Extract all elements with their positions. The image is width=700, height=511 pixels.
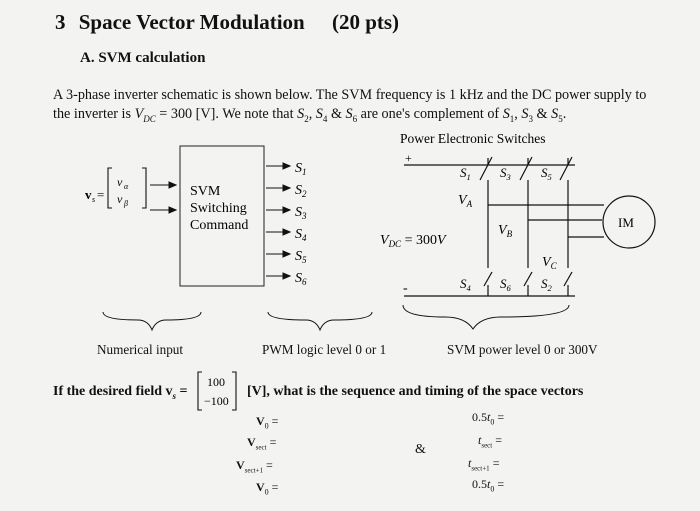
brace-power	[403, 305, 569, 329]
answer-v0: $V_0$ =	[256, 414, 279, 431]
node-vc: $V_C$	[542, 255, 557, 271]
caption-numerical: Numerical input	[97, 342, 184, 357]
vector-bottom: −100	[204, 394, 229, 408]
svg-text:=: =	[97, 187, 105, 202]
svm-block	[180, 146, 264, 286]
section-title: Space Vector Modulation	[78, 10, 305, 34]
svm-label-2: Switching	[190, 201, 247, 216]
ampersand: &	[415, 442, 426, 457]
subsection-title: A. SVM calculation	[80, 50, 206, 66]
question-suffix: [V], what is the sequence and timing of the space vectors	[247, 384, 584, 399]
signal-s3: $S_3$	[295, 205, 307, 221]
vs-label: v	[85, 187, 92, 202]
signal-s2: $S_2$	[295, 183, 307, 199]
svg-text:α: α	[124, 182, 129, 191]
answer-vsect: $V_{sect}$ =	[247, 435, 277, 452]
node-va: $V_A$	[458, 193, 473, 209]
power-title: Power Electronic Switches	[400, 131, 546, 146]
paragraph-line-1: A 3-phase inverter schematic is shown below. The SVM frequency is 1 kHz and the DC power supply to	[53, 87, 647, 103]
vector-top: 100	[207, 375, 225, 389]
question-vector	[196, 368, 240, 414]
v-alpha: v	[117, 175, 123, 189]
v-beta: v	[117, 192, 123, 206]
answer-half-t0-end: $0.5t_0$ =	[472, 477, 505, 494]
signal-s1: $S_1$	[295, 161, 307, 177]
motor-label: IM	[618, 215, 634, 230]
plus-sign: +	[405, 151, 412, 165]
section-number: 3	[55, 10, 66, 34]
minus-sign: -	[403, 281, 408, 296]
switch-s5: $S_5$	[541, 165, 552, 182]
svg-text:β: β	[124, 199, 128, 208]
switch-s2: $S_2$	[541, 276, 552, 293]
signal-s5: $S_5$	[295, 249, 307, 265]
answer-v0-end: $V_0$ =	[256, 480, 279, 497]
svm-label-1: SVM	[190, 184, 221, 199]
signal-s6: $S_6$	[295, 271, 307, 287]
section-points: (20 pts)	[331, 10, 400, 34]
signal-s4: $S_4$	[295, 227, 307, 243]
caption-power: SVM power level 0 or 300V	[447, 342, 598, 357]
switch-s4: $S_4$	[460, 276, 471, 293]
vdc-label: $V_{DC} = 300V$	[380, 233, 446, 249]
node-vb: $V_B$	[498, 223, 513, 239]
answer-tsect1: $t_{sect+1}$ =	[468, 456, 500, 473]
question-prefix: If the desired field $v_s$ =	[53, 384, 188, 401]
answer-vsect1: $V_{sect+1}$ =	[236, 458, 273, 475]
answer-half-t0: $0.5t_0$ =	[472, 410, 505, 427]
svg-text:s: s	[92, 195, 96, 204]
switch-s6: $S_6$	[500, 276, 511, 293]
caption-pwm: PWM logic level 0 or 1	[262, 342, 387, 357]
svm-label-3: Command	[190, 218, 249, 233]
answer-tsect: $t_{sect}$ =	[478, 433, 503, 450]
switch-s1: $S_1$	[460, 165, 471, 182]
brace-numerical	[103, 312, 201, 330]
paragraph-line-2: the inverter is $V_{DC} = 300$ [V]. We note that $S_2$, $S_4$ & $S_6$ are one's complement of $S_1$, $S_3$ & $S_5$.	[53, 106, 567, 124]
switch-s3: $S_3$	[500, 165, 511, 182]
brace-pwm	[268, 312, 372, 330]
